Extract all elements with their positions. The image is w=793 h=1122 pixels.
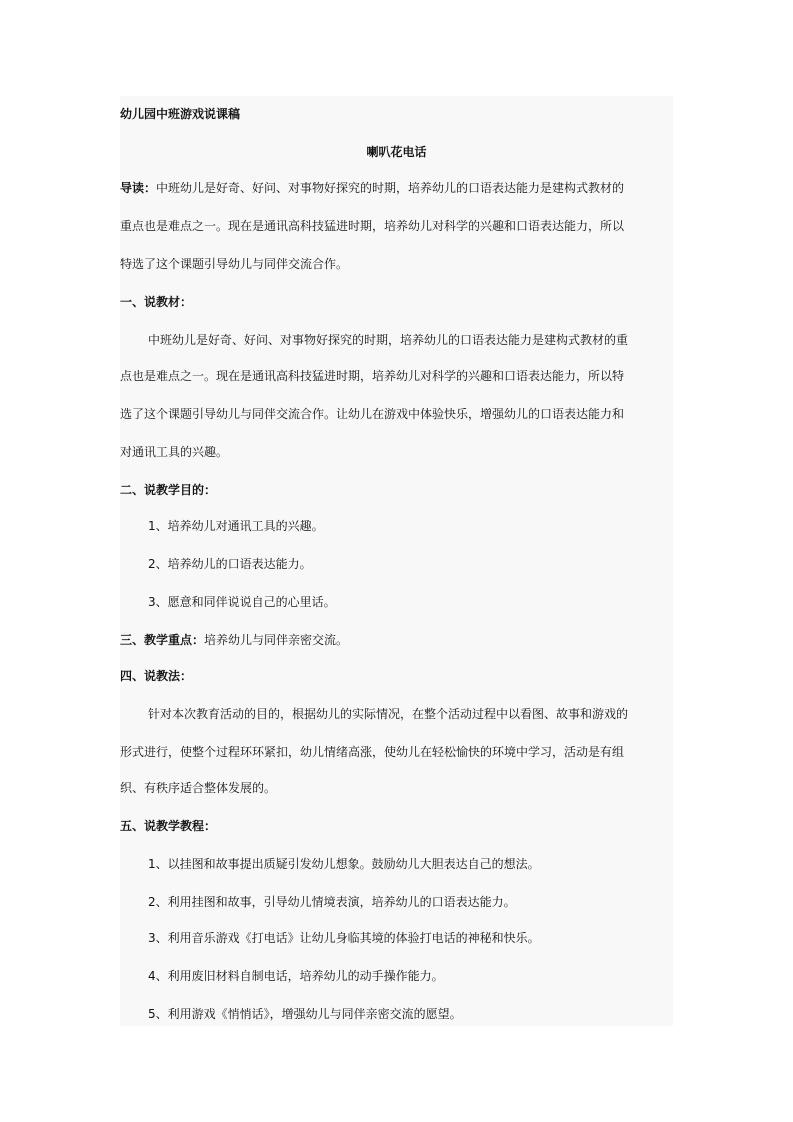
section-5-item-3: 3、利用音乐游戏《打电话》让幼儿身临其境的体验打电话的神秘和快乐。 [148, 931, 540, 945]
section-4-heading: 四、说教法： [120, 669, 193, 683]
intro-line-2: 重点也是难点之一。现在是通讯高科技猛进时期，培养幼儿对科学的兴趣和口语表达能力，所以 [120, 219, 625, 233]
section-2-item-3: 3、愿意和同伴说说自己的心里话。 [148, 595, 336, 609]
section-5-item-5: 5、利用游戏《悄悄话》，增强幼儿与同伴亲密交流的愿望。 [148, 1007, 462, 1021]
intro-line-1 [120, 180, 673, 196]
section-4-line-1: 针对本次教育活动的目的，根据幼儿的实际情况，在整个活动过程中以看图、故事和游戏的 [148, 707, 629, 721]
section-5-item-4: 4、利用废旧材料自制电话，培养幼儿的动手操作能力。 [148, 969, 444, 983]
document-title: 喇叭花电话 [366, 145, 427, 159]
section-4-line-2: 形式进行，使整个过程环环紧扣，幼儿情绪高涨，使幼儿在轻松愉快的环境中学习，活动是有组 [120, 745, 625, 759]
section-3-line [120, 632, 673, 648]
section-2-heading: 二、说教学目的： [120, 483, 217, 497]
section-5-item-1: 1、以挂图和故事提出质疑引发幼儿想象。鼓励幼儿大胆表达自己的想法。 [148, 857, 540, 871]
section-1-heading: 一、说教材： [120, 295, 193, 309]
section-3-text: 培养幼儿与同伴亲密交流。 [204, 633, 349, 647]
section-2-item-2: 2、培养幼儿的口语表达能力。 [148, 557, 312, 571]
document-heading: 幼儿园中班游戏说课稿 [120, 107, 241, 121]
document-page [120, 96, 673, 1026]
intro-label: 导读： [120, 181, 157, 195]
intro-line-3: 特选了这个课题引导幼儿与同伴交流合作。 [120, 257, 349, 271]
section-2-item-1: 1、培养幼儿对通讯工具的兴趣。 [148, 519, 324, 533]
section-5-heading: 五、说教学教程： [120, 819, 217, 833]
section-4-line-3: 织、有秩序适合整体发展的。 [120, 781, 277, 795]
section-1-line-3: 选了这个课题引导幼儿与同伴交流合作。让幼儿在游戏中体验快乐，增强幼儿的口语表达能力和 [120, 407, 625, 421]
section-5-item-2: 2、利用挂图和故事，引导幼儿情境表演，培养幼儿的口语表达能力。 [148, 895, 516, 909]
intro-text-1: 中班幼儿是好奇、好问、对事物好探究的时期，培养幼儿的口语表达能力是建构式教材的 [156, 181, 625, 195]
section-1-line-4: 对通讯工具的兴趣。 [120, 445, 229, 459]
section-1-line-1: 中班幼儿是好奇、好问、对事物好探究的时期，培养幼儿的口语表达能力是建构式教材的重 [148, 333, 629, 347]
section-3-heading: 三、教学重点： [120, 633, 205, 647]
section-1-line-2: 点也是难点之一。现在是通讯高科技猛进时期，培养幼儿对科学的兴趣和口语表达能力，所以特 [120, 369, 625, 383]
